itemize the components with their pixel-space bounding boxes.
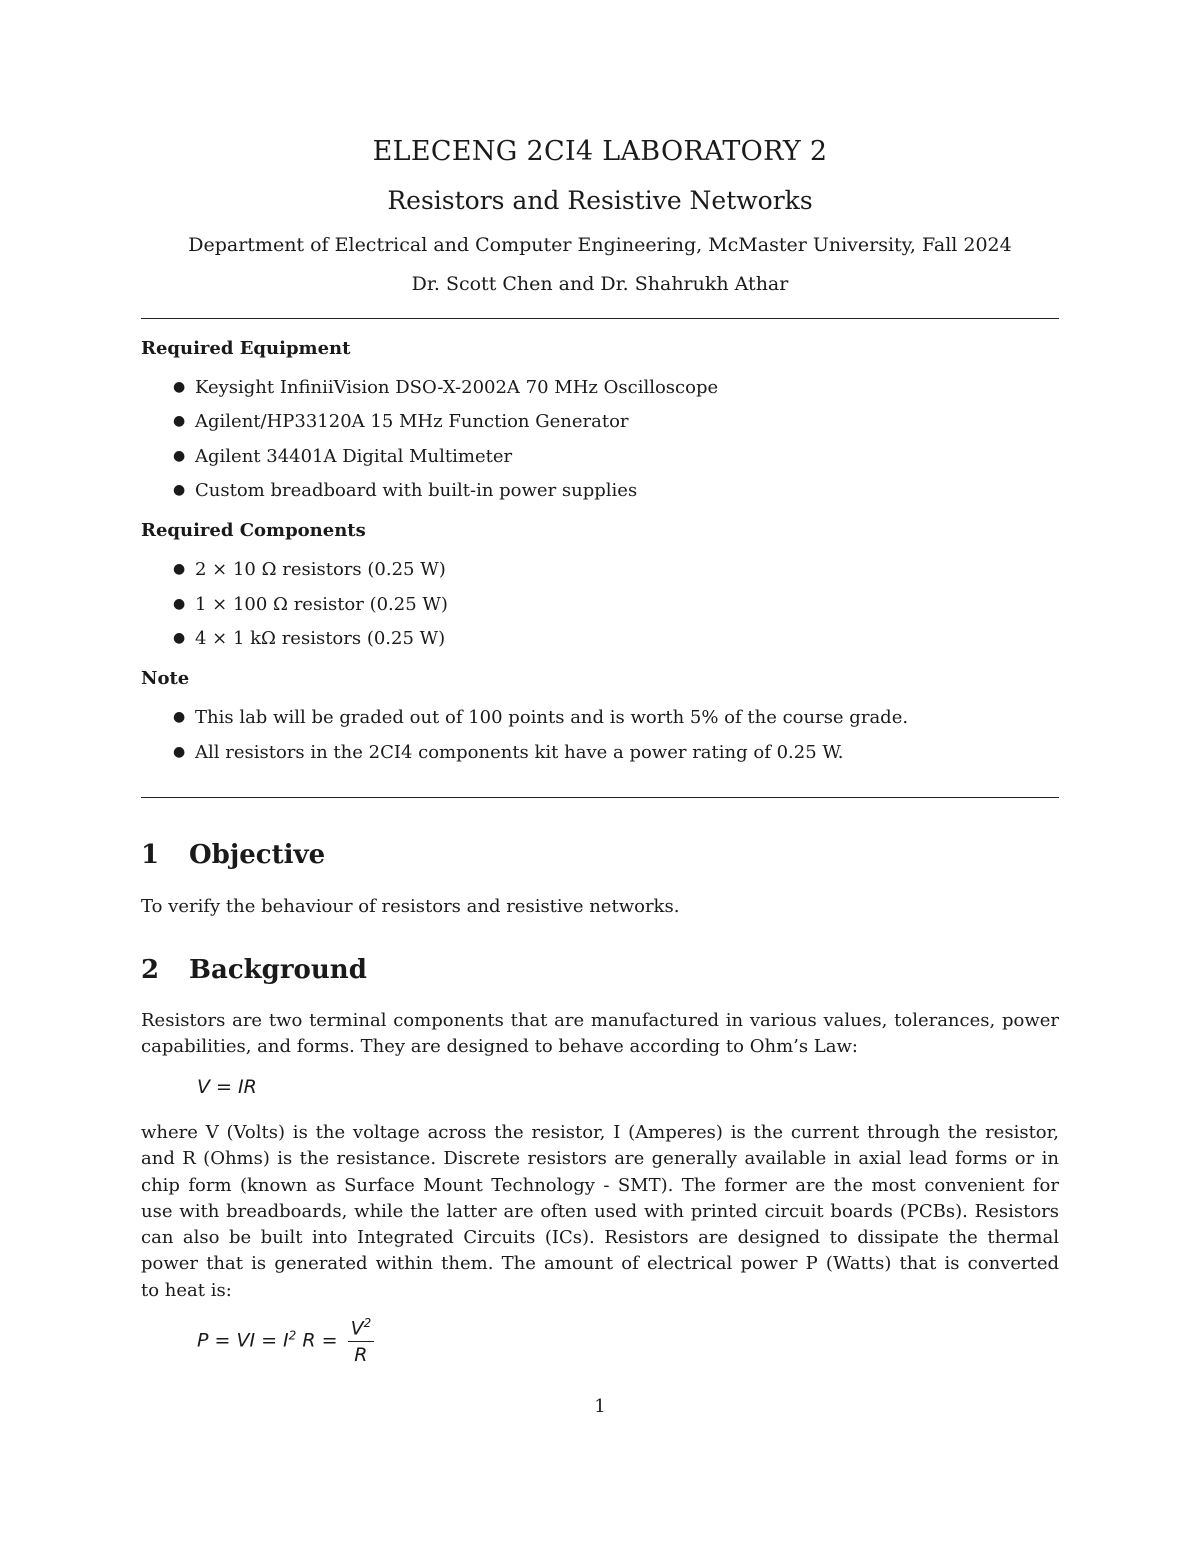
ohms-law-equation: V = IR xyxy=(197,1076,257,1098)
document-subtitle: Resistors and Resistive Networks xyxy=(387,186,813,215)
page-number: 1 xyxy=(594,1396,606,1417)
power-equation: P = VI = $I^2$ R = $\frac{V^2}{R}$ xyxy=(197,1316,374,1366)
equipment-item: ● Keysight InfiniiVision DSO-X-2002A 70 MHz Oscilloscope xyxy=(173,377,719,398)
authors-line: Dr. Scott Chen and Dr. Shahrukh Athar xyxy=(411,273,789,295)
components-heading: Required Components xyxy=(141,520,366,541)
component-item: ● 2 × 10 Ω resistors (0.25 W) xyxy=(173,559,446,580)
equipment-item: ● Agilent/HP33120A 15 MHz Function Generator xyxy=(173,411,629,432)
section-heading-background: 2 Background xyxy=(141,955,367,985)
bullet-icon: ● xyxy=(173,709,186,725)
power-fraction: $\frac{V^2}{R}$ xyxy=(348,1316,375,1366)
background-intro: Resistors are two terminal components that are manufactured in various values, tolerances, power capabilities, and forms. They are designed to behave according to Ohm’s Law: xyxy=(141,1010,1059,1058)
bullet-icon: ● xyxy=(173,379,186,395)
bullet-icon: ● xyxy=(173,413,186,429)
bullet-icon: ● xyxy=(173,482,186,498)
note-item: ● All resistors in the 2CI4 components kit have a power rating of 0.25 W. xyxy=(173,742,844,763)
component-item: ● 4 × 1 kΩ resistors (0.25 W) xyxy=(173,628,446,649)
equipment-item: ● Agilent 34401A Digital Multimeter xyxy=(173,446,513,467)
department-line: Department of Electrical and Computer Engineering, McMaster University, Fall 2024 xyxy=(188,234,1012,256)
equipment-item: ● Custom breadboard with built-in power supplies xyxy=(173,480,638,501)
note-item: ● This lab will be graded out of 100 points and is worth 5% of the course grade. xyxy=(173,707,909,728)
background-body: where V (Volts) is the voltage across the resistor, I (Amperes) is the current through the resistor, and R (Ohms) is the resistance. Discrete resistors are generally available in axial lead forms or in chip form (known as Surface Mount Technology - SMT). The former are the most convenient for use with breadboards, while the latter are often used with printed circuit boards (PCBs). Resistors can also be built into Integrated Circuits (ICs). Resistors are designed to dissipate the thermal power that is generated within them. The amount of electrical power P (Watts) that is converted to heat is: xyxy=(141,1122,1059,1301)
bullet-icon: ● xyxy=(173,448,186,464)
document-title: ELECENG 2CI4 LABORATORY 2 xyxy=(372,136,828,167)
bullet-icon: ● xyxy=(173,596,186,612)
note-heading: Note xyxy=(141,668,190,689)
bottom-divider xyxy=(141,797,1059,798)
equipment-heading: Required Equipment xyxy=(141,338,351,359)
bullet-icon: ● xyxy=(173,561,186,577)
objective-text: To verify the behaviour of resistors and resistive networks. xyxy=(141,896,680,917)
bullet-icon: ● xyxy=(173,630,186,646)
section-heading-objective: 1 Objective xyxy=(141,840,326,870)
top-divider xyxy=(141,318,1059,319)
bullet-icon: ● xyxy=(173,744,186,760)
component-item: ● 1 × 100 Ω resistor (0.25 W) xyxy=(173,594,448,615)
